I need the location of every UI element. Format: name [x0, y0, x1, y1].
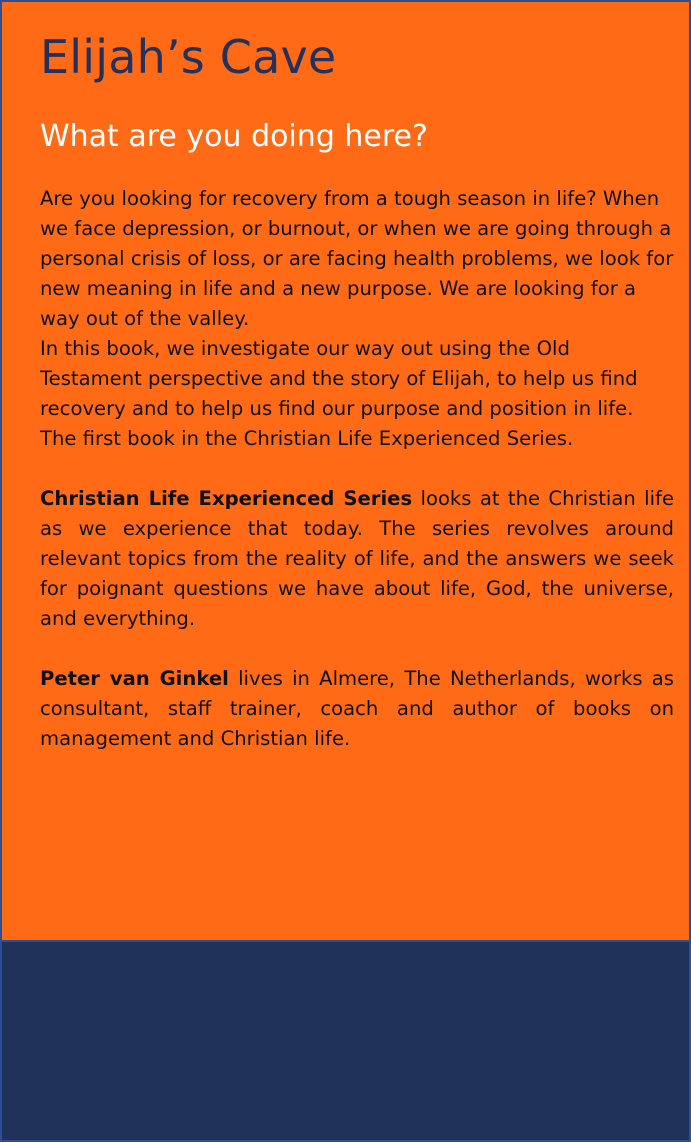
book-title: Elijah’s Cave: [40, 30, 337, 84]
cover-text-content: [40, 26, 674, 754]
author-bio: [40, 664, 674, 754]
navy-bottom-panel: [2, 940, 689, 1142]
author-name: Peter van Ginkel: [40, 667, 229, 690]
series-name: Christian Life Experienced Series: [40, 487, 413, 510]
series-description-text: looks at the Christian life as we experience that today. The series revolves around relevant topics from the reality of life, and the answers we seek for poignant questions we have about life, God, the universe, and everything.: [40, 487, 674, 630]
intro-paragraph: In this book, we investigate our way out using the Old Testament perspective and the story of Elijah, to help us find recovery and to help us find our purpose and position in life. The first book in the Christian Life Experienced Series.: [40, 337, 638, 450]
intro-description: [40, 184, 674, 454]
author-bio-text: lives in Almere, The Netherlands, works as consultant, staff trainer, coach and author of books on management and Christian life.: [40, 667, 674, 750]
intro-paragraph: Are you looking for recovery from a tough season in life? When we face depression, or burnout, or when we are going through a personal crisis of loss, or are facing health problems, we look for new meaning in life and a new purpose. We are looking for a way out of the valley.: [40, 187, 674, 330]
series-description: [40, 484, 674, 634]
book-subtitle: What are you doing here?: [40, 119, 428, 154]
